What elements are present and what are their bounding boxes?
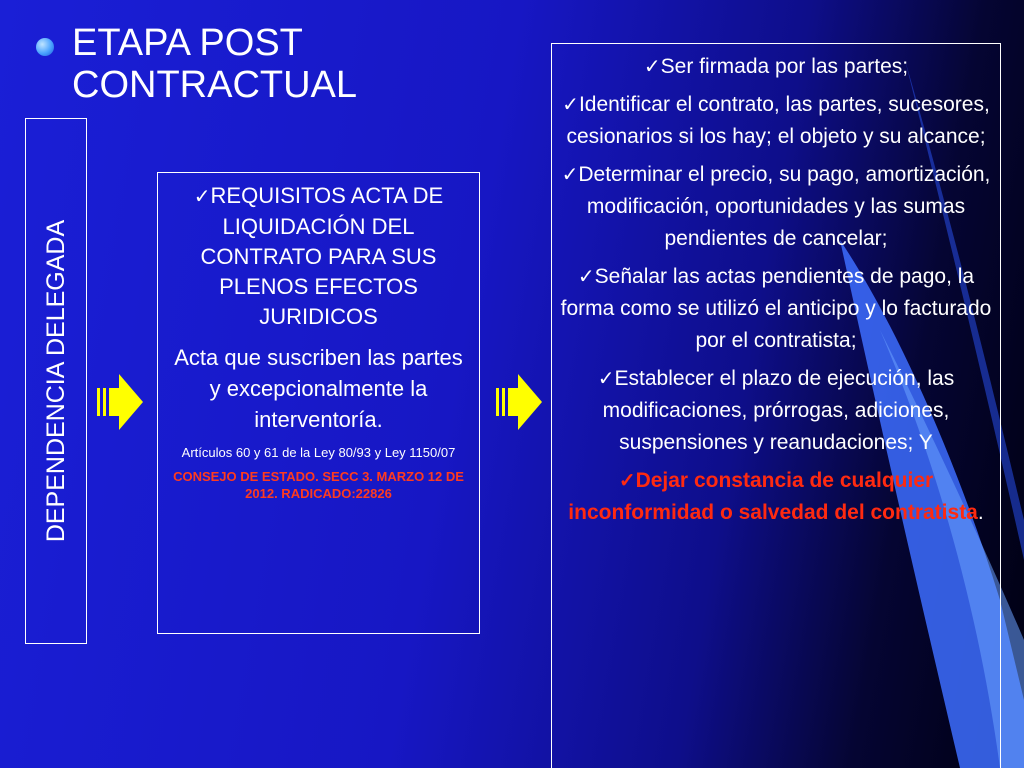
right-arrow-icon <box>496 372 544 432</box>
legal-reference: Artículos 60 y 61 de la Ley 80/93 y Ley 1150/07 <box>181 445 456 460</box>
list-item: ✓Identificar el contrato, las partes, sucesores, cesionarios si los hay; el objeto y su alcance; <box>562 93 990 148</box>
requirements-body: Acta que suscriben las partes y excepcionalmente la interventoría. <box>174 345 463 432</box>
list-item: ✓Establecer el plazo de ejecución, las modificaciones, prórrogas, adiciones, suspensiones y reanudaciones; Y <box>597 367 955 454</box>
vertical-label: DEPENDENCIA DELEGADA <box>42 219 70 543</box>
check-icon: ✓ <box>561 164 579 186</box>
liquidation-requirements-box <box>157 172 480 634</box>
check-icon: ✓ <box>577 266 595 288</box>
check-icon: ✓ <box>193 186 211 208</box>
court-citation: CONSEJO DE ESTADO. SECC 3. MARZO 12 DE 2012. RADICADO:22826 <box>173 469 464 501</box>
list-item: ✓Ser firmada por las partes; <box>643 55 909 78</box>
slide-title: ETAPA POST CONTRACTUAL <box>72 22 358 106</box>
right-arrow-icon <box>97 372 145 432</box>
check-icon: ✓ <box>618 470 636 492</box>
title-bullet-icon <box>36 38 54 56</box>
list-item: ✓Determinar el precio, su pago, amortización, modificación, oportunidades y las sumas pendientes de cancelar; <box>561 163 991 250</box>
list-item: ✓Señalar las actas pendientes de pago, la forma como se utilizó el anticipo y lo facturado por el contratista; <box>560 265 992 352</box>
check-icon: ✓ <box>597 368 615 390</box>
requirements-heading: ✓REQUISITOS ACTA DE LIQUIDACIÓN DEL CONTRATO PARA SUS PLENOS EFECTOS JURIDICOS <box>193 183 444 329</box>
check-icon: ✓ <box>562 94 579 116</box>
check-icon: ✓ <box>643 56 661 78</box>
list-item-highlight: ✓Dejar constancia de cualquier inconformidad o salvedad del contratista. <box>568 469 984 524</box>
vertical-label-box <box>25 118 87 644</box>
requirements-list-box <box>551 43 1001 768</box>
